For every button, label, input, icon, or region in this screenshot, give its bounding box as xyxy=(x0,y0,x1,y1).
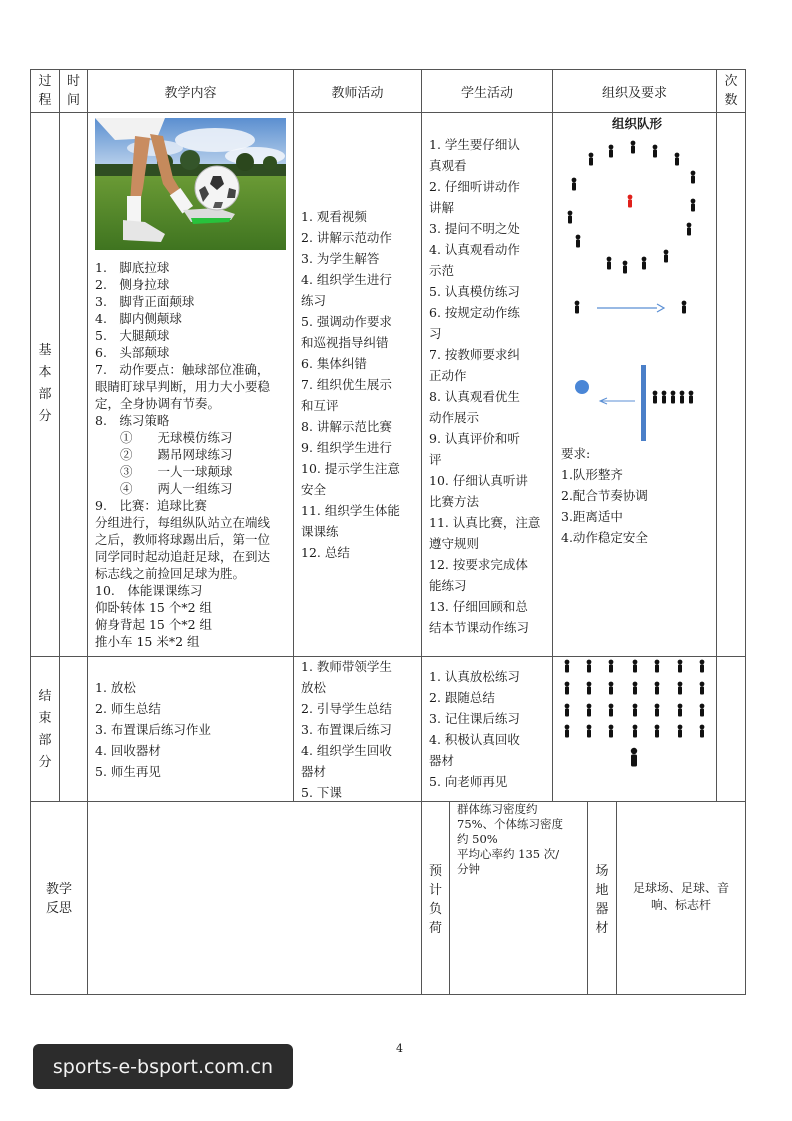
teacher-item: 安全 xyxy=(301,482,327,497)
student-icon xyxy=(623,261,628,274)
basic-student-list xyxy=(429,134,549,638)
student-icon xyxy=(689,391,694,404)
student-icon xyxy=(678,704,683,717)
student-item: 比赛方法 xyxy=(429,494,480,509)
student-icon xyxy=(587,682,592,695)
teacher-item: 1. 教师带领学生 xyxy=(301,659,392,674)
ending-teacher-list xyxy=(301,656,417,803)
student-icon xyxy=(680,391,685,404)
student-icon xyxy=(609,682,614,695)
table-bottom-border xyxy=(30,994,746,995)
requirement-item: 2.配合节奏协调 xyxy=(561,488,648,503)
teacher-item: 和巡视指导纠错 xyxy=(301,335,389,350)
student-item: 习 xyxy=(429,326,442,341)
student-icon xyxy=(565,725,570,738)
student-icon xyxy=(691,171,696,184)
content-item: 定，全身协调有节奏。 xyxy=(95,396,221,411)
student-icon xyxy=(655,660,660,673)
teacher-item: 10. 提示学生注意 xyxy=(301,461,400,476)
student-item: 3. 记住课后练习 xyxy=(429,711,520,726)
col-divider-teacher xyxy=(293,69,294,802)
requirement-item: 1.队形整齐 xyxy=(561,467,623,482)
student-icon xyxy=(633,725,638,738)
content-item: ② 踢吊网球练习 xyxy=(95,447,233,462)
student-item: 12. 按要求完成体 xyxy=(429,557,528,572)
header-content: 教学内容 xyxy=(164,85,217,101)
formation-diagram xyxy=(553,130,716,450)
content-item: ③ 一人一球颠球 xyxy=(95,464,233,479)
page-number: 4 xyxy=(396,1042,403,1055)
student-item: 4. 认真观看动作 xyxy=(429,242,520,257)
pass-arrow-head-icon xyxy=(657,304,664,312)
content-item: 9. 比赛：追球比赛 xyxy=(95,498,207,513)
student-icon xyxy=(576,235,581,248)
student-item: 2. 跟随总结 xyxy=(429,690,495,705)
col-divider-student xyxy=(421,69,422,995)
load-label: 预计负荷 xyxy=(428,864,442,936)
student-item: 4. 积极认真回收 xyxy=(429,732,520,747)
teacher-item: 放松 xyxy=(301,680,327,695)
student-item: 8. 认真观看优生 xyxy=(429,389,520,404)
student-icon xyxy=(609,725,614,738)
student-icon xyxy=(633,704,638,717)
content-item: 1. 放松 xyxy=(95,680,136,695)
content-item: 7. 动作要点：触球部位准确， xyxy=(95,362,270,377)
student-item: 1. 学生要仔细认 xyxy=(429,137,520,152)
student-icon xyxy=(609,660,614,673)
student-item: 遵守规则 xyxy=(429,536,480,551)
header-times: 次数 xyxy=(724,74,738,108)
grid-formation xyxy=(565,660,705,738)
student-icon xyxy=(565,682,570,695)
content-item: 10. 体能课课练习 xyxy=(95,583,203,598)
content-item: 5. 师生再见 xyxy=(95,764,161,779)
student-icon xyxy=(642,257,647,270)
ball-icon xyxy=(575,380,589,394)
teacher-item: 7. 组织优生展示 xyxy=(301,377,392,392)
col-divider-times xyxy=(716,69,717,802)
header-process: 过程 xyxy=(38,74,52,108)
basic-content-list xyxy=(95,259,291,650)
teacher-item: 3. 布置课后练习 xyxy=(301,722,392,737)
student-item: 动作展示 xyxy=(429,410,480,425)
header-bottom-border xyxy=(30,112,746,113)
student-icon xyxy=(678,725,683,738)
content-item: 推小车 15 米*2 组 xyxy=(95,634,200,649)
soccer-kick-illustration xyxy=(95,118,286,250)
ending-content-list xyxy=(95,677,291,782)
student-item: 示范 xyxy=(429,263,455,278)
ending-section-label: 结束部分 xyxy=(38,689,52,770)
passing-drill xyxy=(575,301,687,314)
content-item: ④ 两人一组练习 xyxy=(95,481,233,496)
content-item: 4. 脚内侧颠球 xyxy=(95,311,182,326)
student-icon xyxy=(587,704,592,717)
student-item: 1. 认真放松练习 xyxy=(429,669,520,684)
student-item: 10. 仔细认真听讲 xyxy=(429,473,528,488)
student-icon xyxy=(607,257,612,270)
table-right-border xyxy=(745,69,746,995)
content-item: 之后，教师将球踢出后，第一位 xyxy=(95,532,271,547)
teacher-item: 4. 组织学生进行 xyxy=(301,272,392,287)
header-teacher: 教师活动 xyxy=(331,85,384,101)
student-item: 13. 仔细回顾和总 xyxy=(429,599,528,614)
student-icon xyxy=(565,704,570,717)
student-icon xyxy=(653,145,658,158)
student-icon xyxy=(675,153,680,166)
col-divider-load-label xyxy=(449,801,450,995)
content-item: 俯身背起 15 个*2 组 xyxy=(95,617,213,632)
venue-label: 场地器材 xyxy=(595,864,609,936)
student-icon xyxy=(653,391,658,404)
student-item: 9. 认真评价和听 xyxy=(429,431,520,446)
student-item: 7. 按教师要求纠 xyxy=(429,347,520,362)
header-time: 时间 xyxy=(66,74,80,108)
teacher-item: 5. 强调动作要求 xyxy=(301,314,392,329)
student-item: 结本节课动作练习 xyxy=(429,620,530,635)
ending-formation-diagram xyxy=(553,657,716,801)
student-icon xyxy=(655,704,660,717)
student-icon xyxy=(633,682,638,695)
student-icon xyxy=(662,391,667,404)
teacher-item: 1. 观看视频 xyxy=(301,209,367,224)
basic-requirements xyxy=(561,443,711,548)
reflection-label: 教学反思 xyxy=(45,882,72,916)
student-icon xyxy=(565,660,570,673)
student-icon xyxy=(609,145,614,158)
student-right-icon xyxy=(682,301,687,314)
student-item: 6. 按规定动作练 xyxy=(429,305,520,320)
basic-teacher-list xyxy=(301,206,417,563)
teacher-marker-icon xyxy=(628,195,633,208)
student-item: 5. 认真模仿练习 xyxy=(429,284,520,299)
venue-text: 足球场、足球、音 响、标志杆 xyxy=(632,881,729,912)
student-icon xyxy=(664,250,669,263)
col-divider-venue xyxy=(616,801,617,995)
requirement-item: 4.动作稳定安全 xyxy=(561,530,648,545)
student-item: 5. 向老师再见 xyxy=(429,774,508,789)
student-item: 评 xyxy=(429,452,442,467)
student-item: 2. 仔细听讲动作 xyxy=(429,179,520,194)
student-icon xyxy=(687,223,692,236)
content-item: 6. 头部颠球 xyxy=(95,345,170,360)
teacher-item: 8. 讲解示范比赛 xyxy=(301,419,392,434)
content-item: 5. 大腿颠球 xyxy=(95,328,170,343)
content-item: ① 无球模仿练习 xyxy=(95,430,233,445)
teacher-item: 课课练 xyxy=(301,524,339,539)
student-item: 讲解 xyxy=(429,200,455,215)
student-icon xyxy=(700,660,705,673)
teacher-item: 和互评 xyxy=(301,398,339,413)
content-item: 眼睛盯球早判断，用力大小要稳 xyxy=(95,379,271,394)
chase-drill xyxy=(575,365,693,441)
content-item: 4. 回收器材 xyxy=(95,743,161,758)
student-icon xyxy=(589,153,594,166)
col-divider-content xyxy=(87,69,88,995)
requirement-item: 3.距离适中 xyxy=(561,509,623,524)
teacher-item: 2. 讲解示范动作 xyxy=(301,230,392,245)
content-item: 分组进行，每组纵队站立在端线 xyxy=(95,515,271,530)
student-icon xyxy=(678,660,683,673)
student-icon xyxy=(691,199,696,212)
student-icon xyxy=(631,141,636,154)
content-item: 8. 练习策略 xyxy=(95,413,170,428)
teacher-item: 5. 下课 xyxy=(301,785,342,800)
col-divider-time xyxy=(59,69,60,802)
student-icon xyxy=(655,725,660,738)
teacher-item: 11. 组织学生体能 xyxy=(301,503,400,518)
student-left-icon xyxy=(575,301,580,314)
student-icon xyxy=(678,682,683,695)
load-text: 群体练习密度约 75%、个体练习密度 约 50% 平均心率约 135 次/ 分钟 xyxy=(457,802,564,876)
student-icon xyxy=(671,391,676,404)
student-item: 11. 认真比赛，注意 xyxy=(429,515,541,530)
teacher-item: 12. 总结 xyxy=(301,545,350,560)
teacher-icon xyxy=(631,748,637,767)
student-item: 真观看 xyxy=(429,158,467,173)
basic-section-label: 基本部分 xyxy=(38,343,52,424)
site-watermark: sports-e-bsport.com.cn xyxy=(33,1044,293,1089)
content-item: 同学同时起动追赶足球，在到达 xyxy=(95,549,271,564)
student-item: 3. 提问不明之处 xyxy=(429,221,520,236)
content-item: 2. 侧身拉球 xyxy=(95,277,170,292)
student-icon xyxy=(633,660,638,673)
student-item: 器材 xyxy=(429,753,455,768)
header-org: 组织及要求 xyxy=(601,85,667,101)
content-item: 2. 师生总结 xyxy=(95,701,161,716)
circle-formation xyxy=(568,141,696,274)
teacher-item: 3. 为学生解答 xyxy=(301,251,380,266)
teacher-item: 器材 xyxy=(301,764,327,779)
student-item: 能练习 xyxy=(429,578,467,593)
teacher-item: 4. 组织学生回收 xyxy=(301,743,392,758)
content-item: 3. 布置课后练习作业 xyxy=(95,722,211,737)
student-icon xyxy=(655,682,660,695)
student-icon xyxy=(609,704,614,717)
student-icon xyxy=(587,725,592,738)
marker-line xyxy=(641,365,646,441)
header-student: 学生活动 xyxy=(460,85,513,101)
table-left-border xyxy=(30,69,31,995)
content-item: 标志线之前捡回足球为胜。 xyxy=(95,566,246,581)
student-icon xyxy=(572,178,577,191)
teacher-item: 6. 集体纠错 xyxy=(301,356,367,371)
student-icon xyxy=(700,682,705,695)
teacher-item: 2. 引导学生总结 xyxy=(301,701,392,716)
formation-title: 组织队形 xyxy=(612,116,663,131)
soccer-kick-photo xyxy=(95,118,286,250)
teacher-item: 练习 xyxy=(301,293,327,308)
ending-student-list xyxy=(429,666,549,792)
student-icon xyxy=(587,660,592,673)
content-item: 仰卧转体 15 个*2 组 xyxy=(95,600,213,615)
student-icon xyxy=(700,725,705,738)
student-icon xyxy=(700,704,705,717)
student-icon xyxy=(568,211,573,224)
teacher-item: 9. 组织学生进行 xyxy=(301,440,392,455)
content-item: 3. 脚背正面颠球 xyxy=(95,294,195,309)
requirement-title: 要求: xyxy=(561,446,591,461)
student-item: 正动作 xyxy=(429,368,467,383)
content-item: 1. 脚底拉球 xyxy=(95,260,170,275)
